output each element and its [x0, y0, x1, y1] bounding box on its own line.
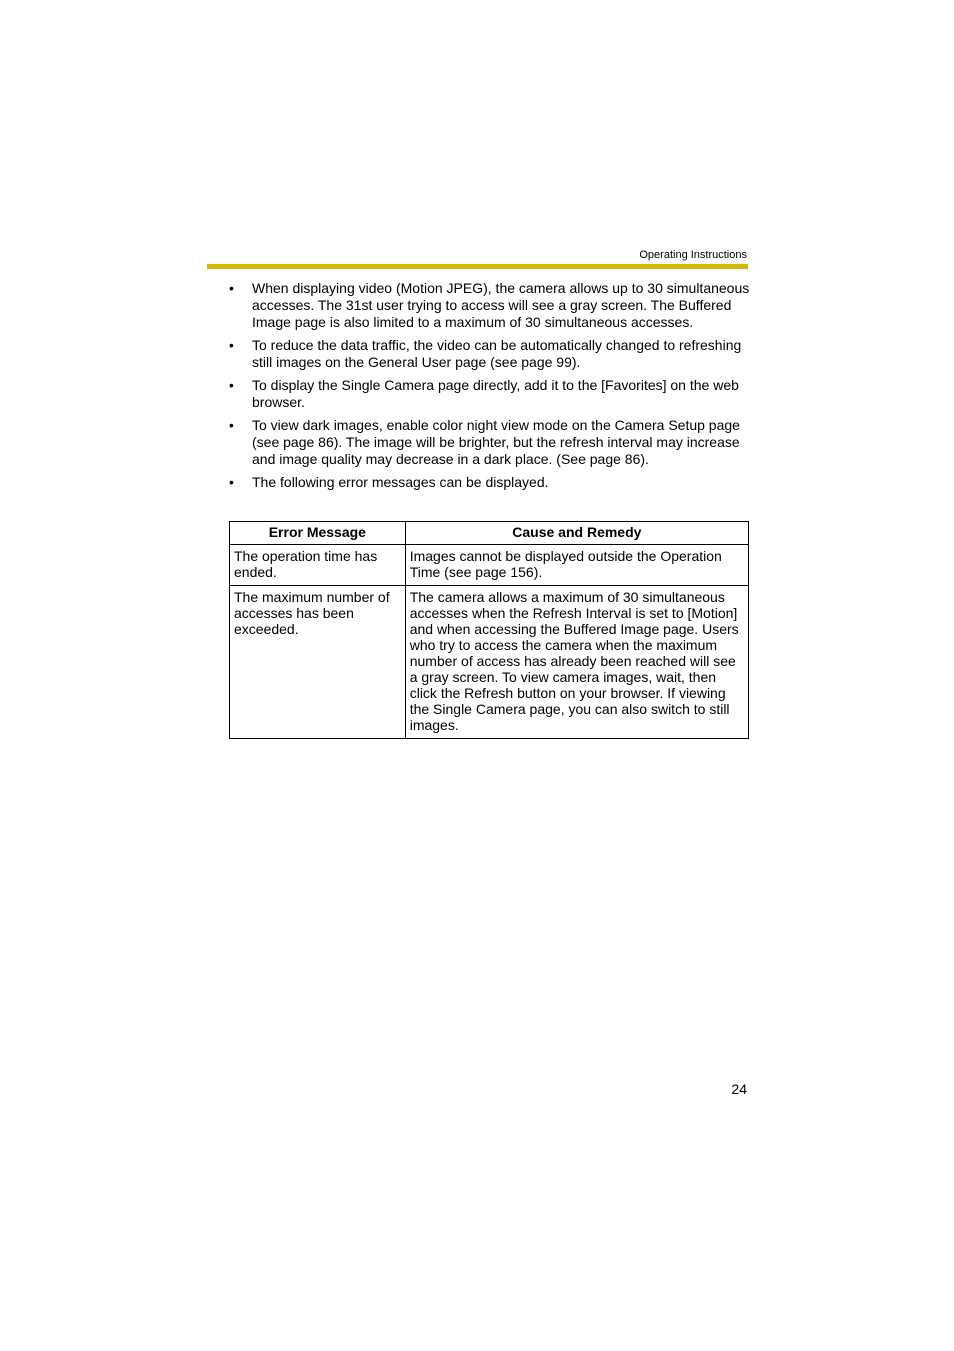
list-item — [229, 417, 751, 468]
list-item-text: When displaying video (Motion JPEG), the camera allows up to 30 simultaneous accesses. The 31st user trying to access will see a gray screen. The Buffered Image page is also limited to a maximum of 30 simultaneous accesses. — [252, 280, 750, 330]
bullet-icon: • — [229, 377, 234, 393]
list-item — [229, 280, 751, 331]
table-header-row — [230, 522, 749, 545]
table-row — [230, 545, 749, 586]
remedy-cell: Images cannot be displayed outside the Operation Time (see page 156). — [405, 545, 748, 586]
running-header: Operating Instructions — [639, 249, 747, 261]
error-message-table — [229, 521, 749, 739]
list-item — [229, 377, 751, 411]
bullet-icon: • — [229, 474, 234, 490]
list-item-text: To display the Single Camera page directly, add it to the [Favorites] on the web browser. — [252, 377, 739, 410]
notes-list — [229, 280, 751, 497]
error-message-cell: The maximum number of accesses has been exceeded. — [230, 586, 406, 739]
list-item — [229, 474, 751, 491]
bullet-icon: • — [229, 417, 234, 433]
error-message-cell: The operation time has ended. — [230, 545, 406, 586]
bullet-icon: • — [229, 280, 234, 296]
page-number: 24 — [731, 1081, 747, 1097]
bullet-icon: • — [229, 337, 234, 353]
list-item-text: To reduce the data traffic, the video can be automatically changed to refreshing still images on the General User page (see page 99). — [252, 337, 742, 370]
column-header-cause-remedy: Cause and Remedy — [405, 522, 748, 545]
list-item-text: To view dark images, enable color night view mode on the Camera Setup page (see page 86). The image will be brighter, but the refresh interval may increase and image quality may decrease in a dark place. (See page 86). — [252, 417, 740, 467]
remedy-cell: The camera allows a maximum of 30 simultaneous accesses when the Refresh Interval is set to [Motion] and when accessing the Buffered Image page. Users who try to access the camera when the maximum number of access has already been reached will see a gray screen. To view camera images, wait, then click the Refresh button on your browser. If viewing the Single Camera page, you can also switch to still images. — [405, 586, 748, 739]
column-header-error-message: Error Message — [230, 522, 406, 545]
list-item — [229, 337, 751, 371]
header-rule — [207, 264, 748, 269]
table-row — [230, 586, 749, 739]
list-item-text: The following error messages can be displayed. — [252, 474, 549, 490]
